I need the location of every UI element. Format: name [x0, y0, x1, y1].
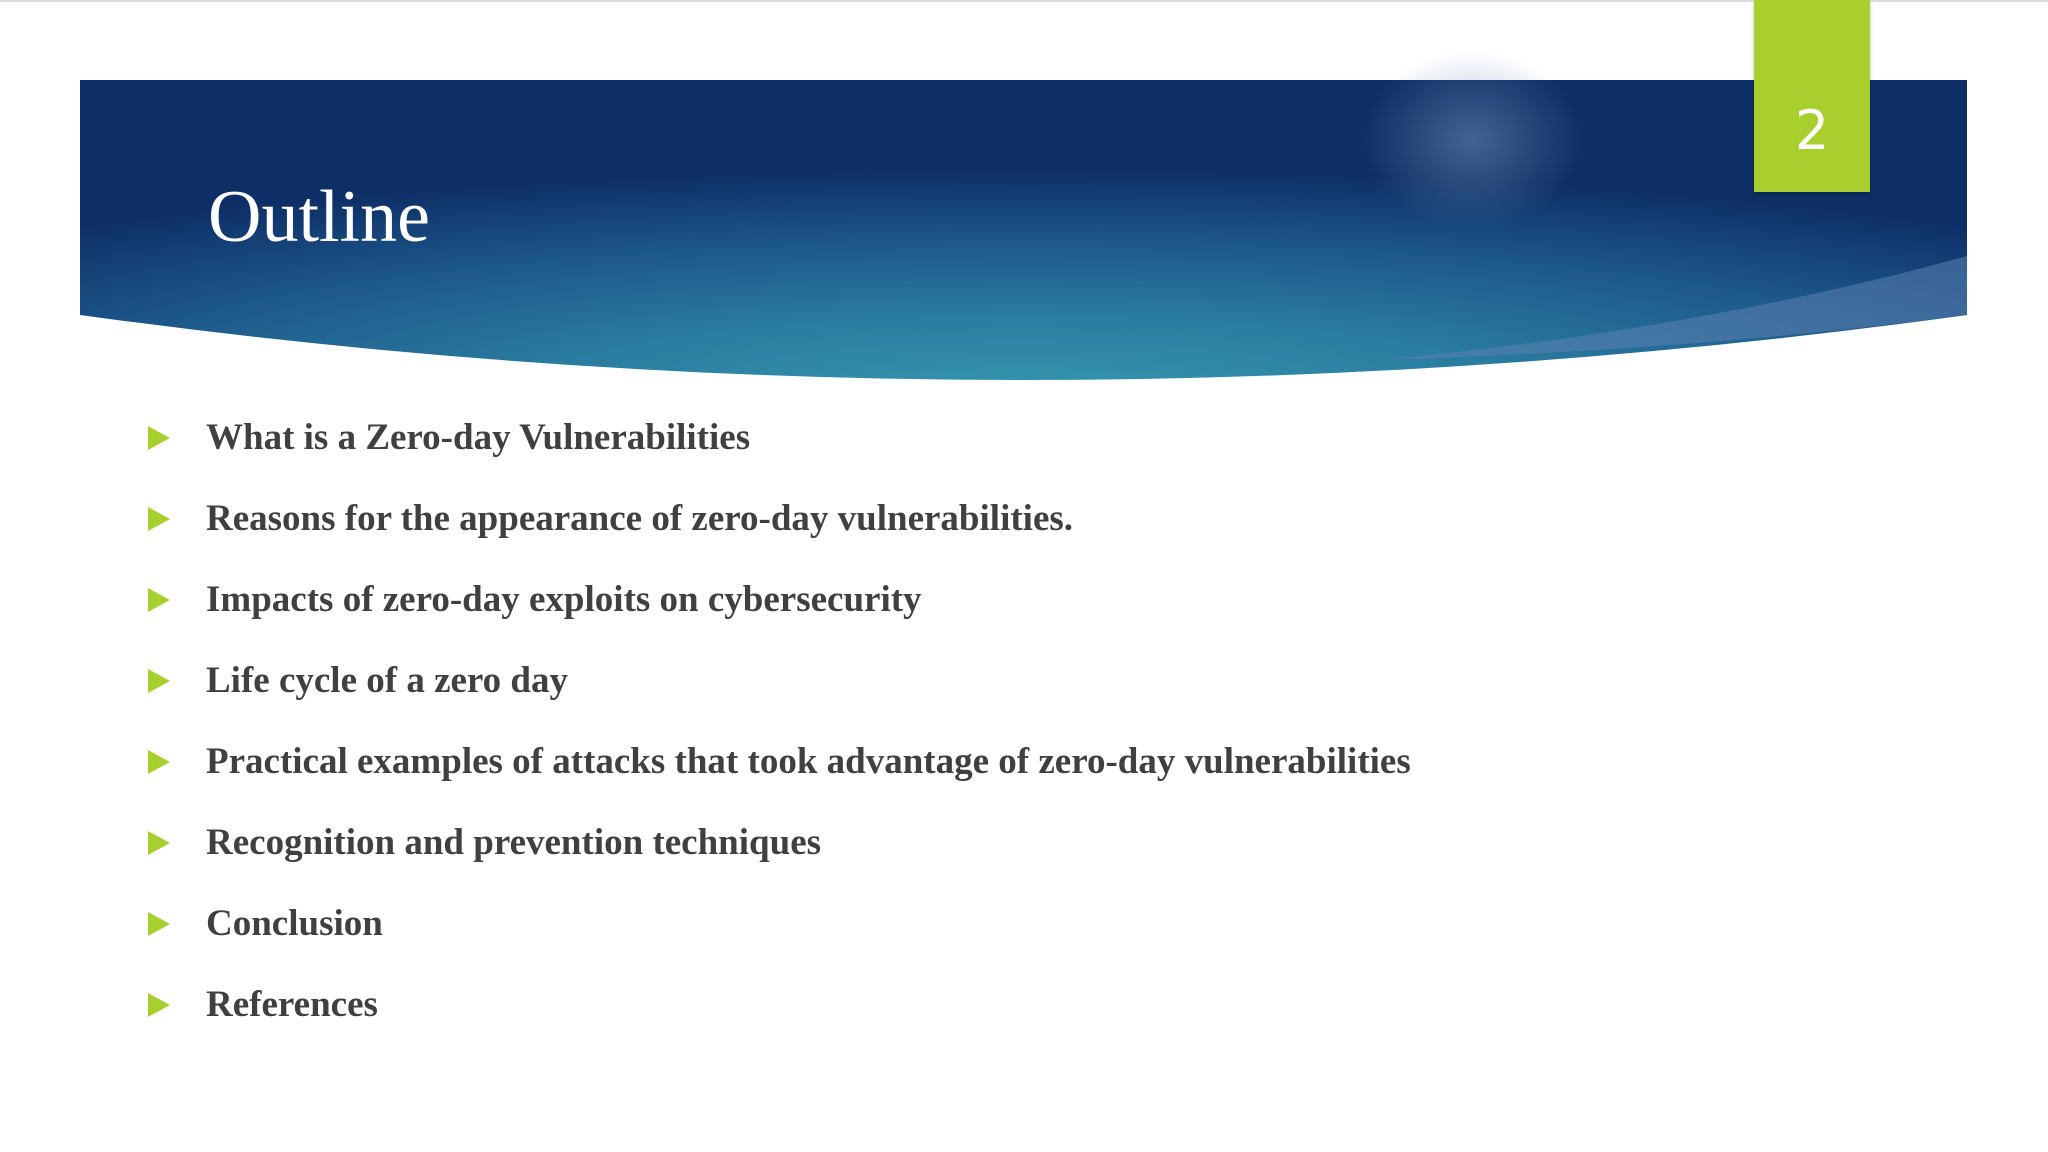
triangle-right-icon	[148, 426, 170, 450]
outline-list	[148, 410, 1411, 1058]
slide-title: Outline	[208, 176, 430, 258]
triangle-right-icon	[148, 588, 170, 612]
outline-item-text: Recognition and prevention techniques	[206, 822, 822, 863]
page-number-badge	[1754, 0, 1870, 192]
outline-item-text: Life cycle of a zero day	[206, 660, 568, 701]
list-item	[148, 653, 1411, 734]
outline-item-text: Reasons for the appearance of zero-day vulnerabilities.	[206, 498, 1074, 539]
triangle-right-icon	[148, 669, 170, 693]
triangle-right-icon	[148, 993, 170, 1017]
outline-item-text: References	[206, 984, 378, 1025]
page-number: 2	[1794, 99, 1830, 162]
outline-item-text: Impacts of zero-day exploits on cybersecurity	[206, 579, 922, 620]
list-item	[148, 896, 1411, 977]
list-item	[148, 410, 1411, 491]
list-item	[148, 572, 1411, 653]
list-item	[148, 815, 1411, 896]
outline-item-text: Conclusion	[206, 903, 383, 944]
list-item	[148, 491, 1411, 572]
triangle-right-icon	[148, 831, 170, 855]
triangle-right-icon	[148, 750, 170, 774]
triangle-right-icon	[148, 507, 170, 531]
list-item	[148, 977, 1411, 1058]
outline-item-text: What is a Zero-day Vulnerabilities	[206, 417, 751, 458]
list-item	[148, 734, 1411, 815]
outline-item-text: Practical examples of attacks that took advantage of zero-day vulnerabilities	[206, 741, 1411, 782]
triangle-right-icon	[148, 912, 170, 936]
